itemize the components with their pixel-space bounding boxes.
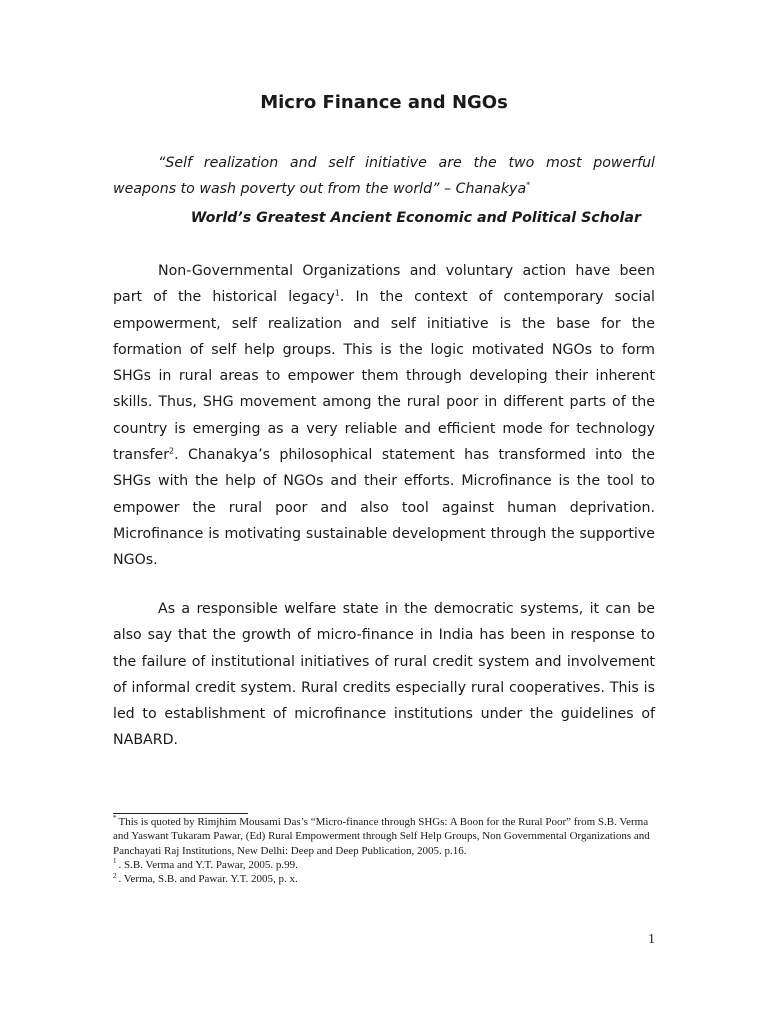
epigraph-quote: [113, 150, 655, 202]
footnote-divider: [113, 813, 248, 814]
footnote-text: . Verma, S.B. and Pawar. Y.T. 2005, p. x.: [118, 873, 298, 886]
footnote-item: [113, 858, 655, 872]
footnote-mark: 1: [113, 857, 117, 866]
footnote-text: . S.B. Verma and Y.T. Pawar, 2005. p.99.: [118, 858, 298, 871]
paragraph-1-text-b: . In the context of contemporary social empowerment, self realization and self initiative is the base for the formation of self help groups. This is the logic motivated NGOs to form SHGs in rural areas to empower them through developing their inherent skills. Thus, SHG movement among the rural poor in different parts of the country is emerging as a very reliable and efficient mode for technology transfer: [113, 289, 655, 464]
footnote-item: [113, 872, 655, 886]
footnote-item: [113, 815, 655, 858]
footnote-text: This is quoted by Rimjhim Mousami Das’s “Micro-finance through SHGs: A Boon for the Rural Poor” from S.B. Verma and Yaswant Tukaram Pawar, (Ed) Rural Empowerment through Self Help Groups, Non Governmental Organizations and Panchayati Raj Institutions, New Delhi: Deep and Deep Publication, 2005. p.16.: [113, 816, 650, 857]
footnote-mark: *: [113, 814, 117, 823]
footnotes: [113, 815, 655, 886]
quote-footnote-mark: *: [526, 180, 531, 190]
body-paragraph-2: As a responsible welfare state in the democratic systems, it can be also say that the growth of micro-finance in India has been in response to the failure of institutional initiatives of rural credit system and involvement of informal credit system. Rural credits especially rural cooperatives. This is led to establishment of microfinance institutions under the guidelines of NABARD.: [113, 601, 655, 749]
footnote-ref-1: 1: [334, 288, 340, 298]
quote-text: “Self realization and self initiative are the two most powerful weapons to wash poverty out from the world” – Chanakya: [113, 155, 655, 197]
body-paragraph-1: [113, 258, 655, 574]
document-page: [113, 0, 655, 1024]
quote-attribution: World’s Greatest Ancient Economic and Political Scholar: [190, 210, 641, 226]
page-number: 1: [648, 932, 655, 947]
footnote-mark: 2: [113, 871, 117, 880]
page-title: Micro Finance and NGOs: [260, 92, 508, 113]
footnote-ref-2: 2: [169, 446, 175, 456]
paragraph-1-text-c: . Chanakya’s philosophical statement has transformed into the SHGs with the help of NGOs and their efforts. Microfinance is the tool to empower the rural poor and also tool against human deprivation. Microfinance is motivating sustainable development through the supportive NGOs.: [113, 447, 655, 569]
paragraph-1-text-a: Non-Governmental Organizations and voluntary action have been part of the historical legacy: [113, 263, 655, 306]
